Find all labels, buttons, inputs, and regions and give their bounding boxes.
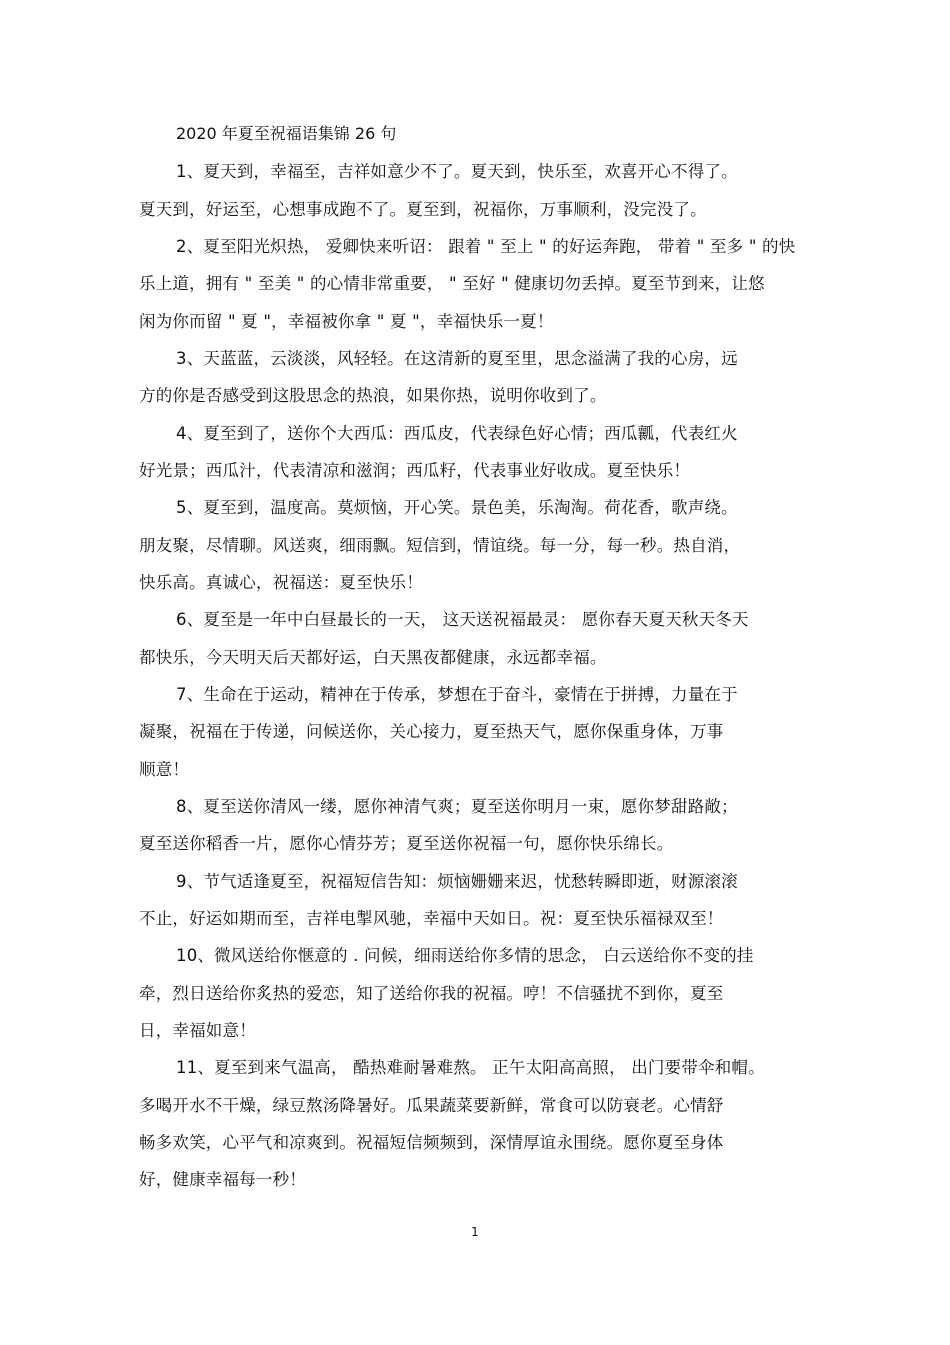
- text-line: 夏天到，好运至，心想事成跑不了。夏至到，祝福你，万事顺利，没完没了。: [139, 200, 707, 219]
- text-line: 6、夏至是一年中白昼最长的一天， 这天送祝福最灵： 愿你春天夏天秋天冬天: [176, 610, 749, 629]
- text-line: 4、夏至到了，送你个大西瓜：西瓜皮，代表绿色好心情；西瓜瓤，代表红火: [176, 424, 738, 443]
- text-line: 夏至送你稻香一片，愿你心情芬芳；夏至送你祝福一句，愿你快乐绵长。: [139, 834, 674, 853]
- text-line: 不止，好运如期而至，吉祥电掣风驰，幸福中天如日。祝：夏至快乐福禄双至！: [139, 909, 724, 928]
- text-line: 快乐高。真诚心，祝福送：夏至快乐！: [139, 573, 423, 592]
- text-line: 10、微风送给你惬意的 . 问候，细雨送给你多情的思念， 白云送给你不变的挂: [176, 946, 754, 965]
- text-line: 7、生命在于运动，精神在于传承，梦想在于奋斗，豪情在于拼搏，力量在于: [176, 685, 738, 704]
- text-line: 多喝开水不干燥，绿豆熬汤降暑好。瓜果蔬菜要新鲜，常食可以防衰老。心情舒: [139, 1096, 724, 1115]
- text-line: 畅多欢笑，心平气和凉爽到。祝福短信频频到，深情厚谊永围绕。愿你夏至身体: [139, 1133, 724, 1152]
- text-line: 9、节气适逢夏至，祝福短信告知：烦恼姗姗来迟，忧愁转瞬即逝，财源滚滚: [176, 872, 738, 891]
- text-line: 8、夏至送你清风一缕，愿你神清气爽；夏至送你明月一束，愿你梦甜路敞；: [176, 797, 738, 816]
- text-line: 乐上道，拥有 " 至美 " 的心情非常重要， " 至好 " 健康切勿丢掉。夏至节到来，让悠: [139, 274, 765, 293]
- text-line: 方的你是否感受到这股思念的热浪，如果你热，说明你收到了。: [139, 386, 607, 405]
- text-line: 11、夏至到来气温高， 酷热难耐暑难熬。 正午太阳高高照， 出门要带伞和帽。: [176, 1058, 765, 1077]
- page-number: 1: [471, 1225, 479, 1239]
- text-line: 顺意！: [139, 760, 190, 779]
- text-line: 3、天蓝蓝，云淡淡，风轻轻。在这清新的夏至里，思念溢满了我的心房，远: [176, 349, 738, 368]
- text-line: 凝聚，祝福在于传递，问候送你，关心接力，夏至热天气，愿你保重身体，万事: [139, 722, 724, 741]
- text-line: 好，健康幸福每一秒！: [139, 1170, 306, 1189]
- text-line: 5、夏至到，温度高。莫烦恼，开心笑。景色美，乐淘淘。荷花香，歌声绕。: [176, 498, 738, 517]
- text-line: 都快乐，今天明天后天都好运，白天黑夜都健康，永远都幸福。: [139, 648, 607, 667]
- document-title: 2020 年夏至祝福语集锦 26 句: [176, 124, 397, 143]
- text-line: 日，幸福如意！: [139, 1021, 256, 1040]
- text-line: 闲为你而留 " 夏 "，幸福被你拿 " 夏 "，幸福快乐一夏！: [139, 312, 554, 331]
- text-line: 牵，烈日送给你炙热的爱恋，知了送给你我的祝福。哼！不信骚扰不到你，夏至: [139, 984, 724, 1003]
- text-line: 2、夏至阳光炽热， 爱卿快来听诏： 跟着 " 至上 " 的好运奔跑， 带着 " 至多 " 的快: [176, 237, 796, 256]
- text-line: 朋友聚，尽情聊。风送爽，细雨飘。短信到，情谊绕。每一分，每一秒。热自消，: [139, 536, 741, 555]
- text-line: 1、夏天到，幸福至，吉祥如意少不了。夏天到，快乐至，欢喜开心不得了。: [176, 162, 738, 181]
- text-line: 好光景；西瓜汁，代表清凉和滋润；西瓜籽，代表事业好收成。夏至快乐！: [139, 461, 691, 480]
